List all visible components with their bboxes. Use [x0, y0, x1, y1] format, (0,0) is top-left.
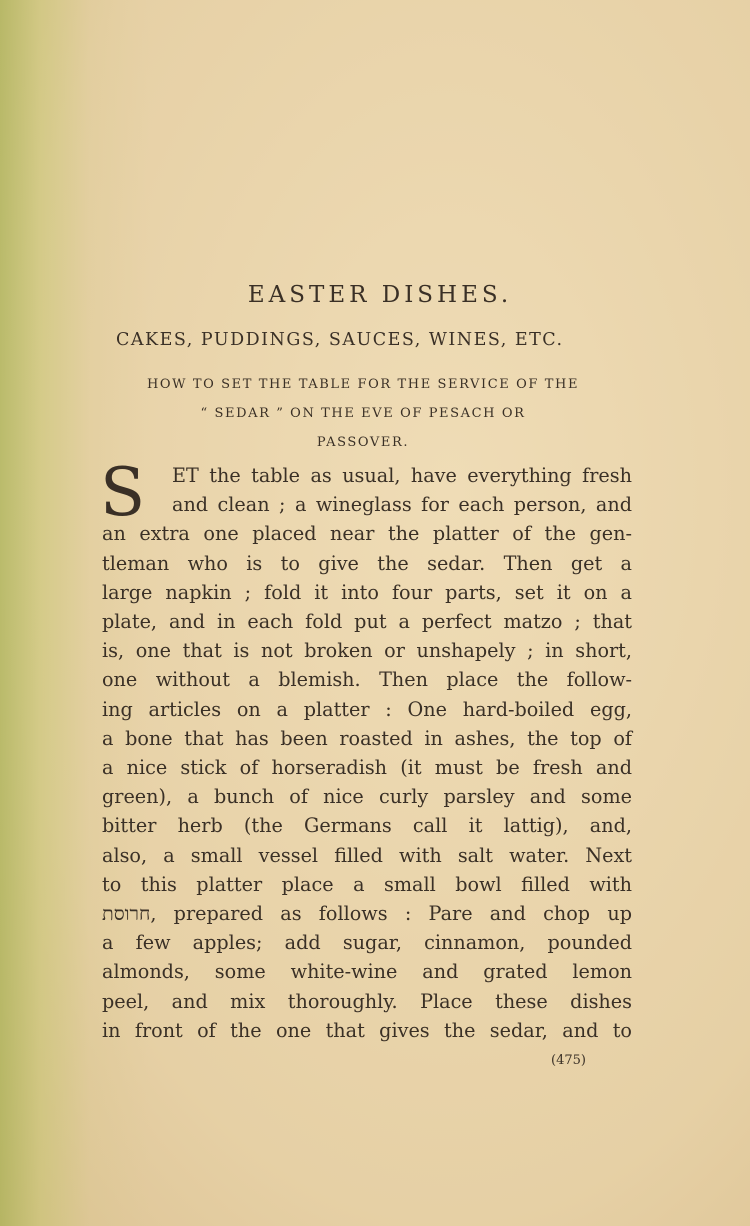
body-line: in front of the one that gives the sedar, and to: [102, 1018, 632, 1042]
body-line: large napkin ; fold it into four parts, set it on a: [102, 580, 632, 604]
section-heading-line: PASSOVER.: [316, 435, 410, 450]
section-heading-line: HOW TO SET THE TABLE FOR THE SERVICE OF THE: [146, 377, 580, 392]
body-line: ET the table as usual, have everything fresh: [172, 464, 632, 487]
chapter-subtitle: CAKES, PUDDINGS, SAUCES, WINES, ETC.: [116, 330, 564, 350]
body-line: a bone that has been roasted in ashes, the top of: [102, 726, 632, 750]
body-line: ing articles on a platter : One hard-boiled egg,: [102, 697, 632, 721]
body-line: to this platter place a small bowl filled with: [102, 872, 632, 896]
body-line: one without a blemish. Then place the follow-: [102, 668, 632, 692]
body-line: is, one that is not broken or unshapely ; in short,: [102, 639, 632, 663]
section-heading-line: “ SEDAR ” ON THE EVE OF PESACH OR: [200, 406, 526, 421]
body-line: almonds, some white-wine and grated lemon: [102, 960, 632, 984]
body-line: bitter herb (the Germans call it lattig), and,: [102, 814, 632, 838]
body-line: and clean ; a wineglass for each person, and: [172, 493, 632, 517]
body-line: a nice stick of horseradish (it must be fresh and: [102, 756, 632, 780]
body-line: plate, and in each fold put a perfect matzo ; that: [102, 610, 632, 634]
body-line: peel, and mix thoroughly. Place these dishes: [102, 989, 632, 1013]
chapter-title: EASTER DISHES.: [247, 282, 513, 308]
body-line: an extra one placed near the platter of the gen-: [102, 522, 632, 546]
drop-cap: S: [100, 454, 146, 531]
body-line: also, a small vessel filled with salt water. Next: [102, 843, 632, 867]
body-line: green), a bunch of nice curly parsley and some: [102, 785, 632, 809]
body-line: tleman who is to give the sedar. Then get a: [102, 551, 632, 575]
body-text: [100, 454, 632, 1045]
body-line: a few apples; add sugar, cinnamon, pounded: [102, 931, 632, 955]
page-number: (475): [551, 1053, 586, 1068]
section-heading: [100, 370, 626, 457]
body-line: חרוסת, prepared as follows : Pare and chop up: [102, 902, 632, 926]
